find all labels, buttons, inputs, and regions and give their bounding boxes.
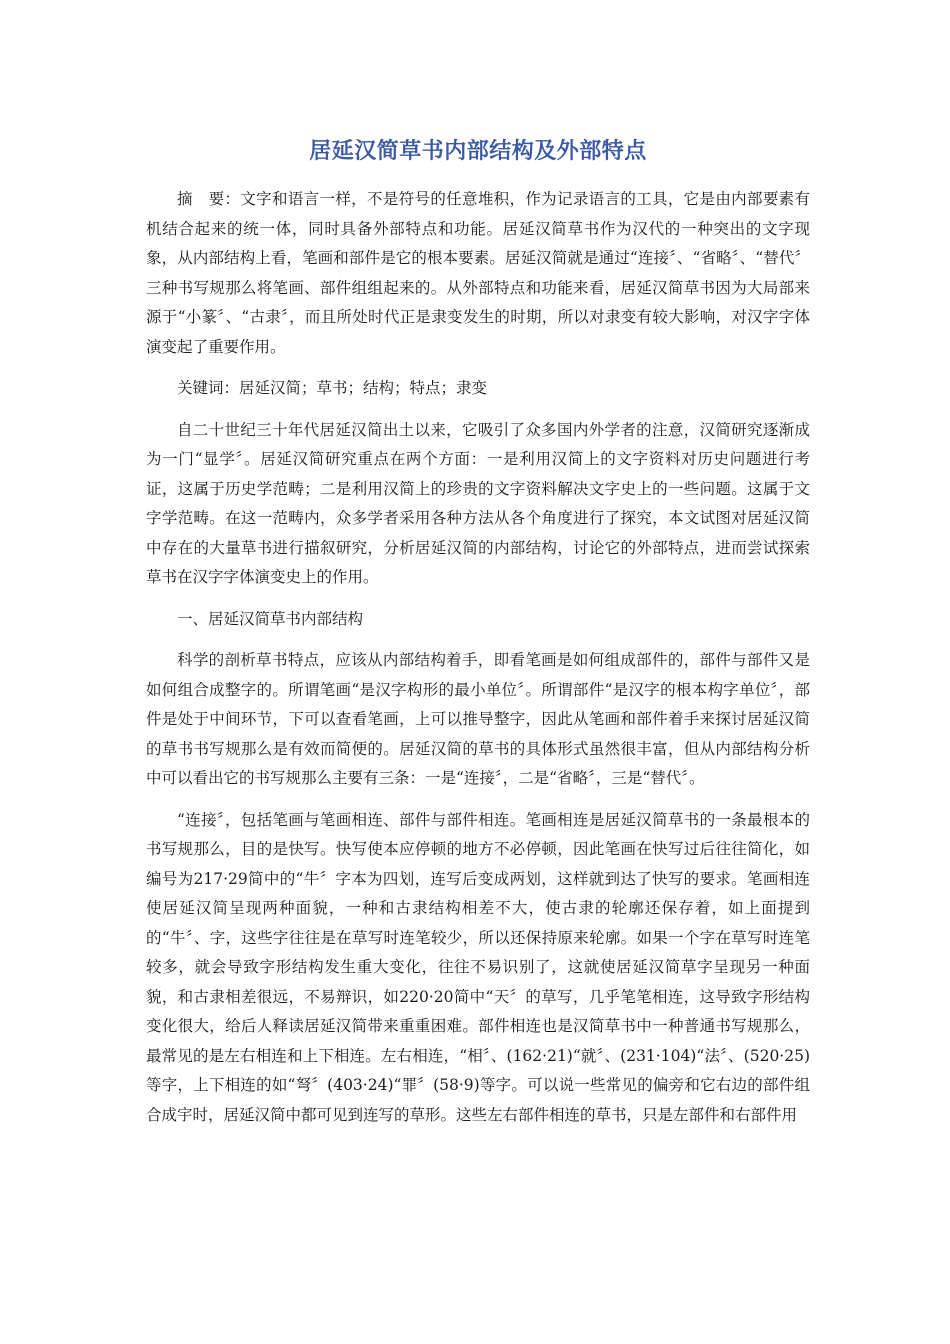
section-heading: 一、居延汉简草书内部结构 — [177, 609, 364, 628]
intro-paragraph: 自二十世纪三十年代居延汉简出土以来，它吸引了众多国内外学者的注意，汉简研究逐渐成为一门“显学〞。居延汉简研究重点在两个方面：一是利用汉简上的文字资料对历史问题进行考证，这属于历史学范畴；二是利用汉简上的珍贵的文字资料解决文字史上的一些问题。这属于文字学范畴。在这一范畴内，众多学者采用各种方法从各个角度进行了探究，本文试图对居延汉简中存在的大量草书进行描叙研究，分析居延汉简的内部结构，讨论它的外部特点，进而尝试探索草书在汉字字体演变史上的作用。 — [146, 420, 810, 586]
document-title: 居延汉简草书内部结构及外部特点 — [309, 139, 647, 164]
body-paragraph: 科学的剖析草书特点，应该从内部结构着手，即看笔画是如何组成部件的，部件与部件又是如何组合成整字的。所谓笔画“是汉字构形的最小单位〞。所谓部件“是汉字的根本构字单位〞，部件是处于中间环节，下可以查看笔画，上可以推导整字，因此从笔画和部件着手来探讨居延汉简的草书书写规那么是有效而简便的。居延汉简的草书的具体形式虽然很丰富，但从内部结构分析中可以看出它的书写规那么主要有三条：一是“连接〞，二是“省略〞，三是“替代〞。 — [146, 651, 810, 787]
body-paragraph: “连接〞，包括笔画与笔画相连、部件与部件相连。笔画相连是居延汉简草书的一条最根本的书写规那么，目的是快写。快写使本应停顿的地方不必停顿，因此笔画在快写过后往往简化，如编号为217·29简中的“牛〞字本为四划，连写后变成两划，这样就到达了快写的要求。笔画相连使居延汉简呈现两种面貌，一种和古隶结构相差不大，使古隶的轮廓还保存着，如上面提到的“牛〞、字，这些字往往是在草写时连笔较少，所以还保持原来轮廓。如果一个字在草写时连笔较多，就会导致字形结构发生重大变化，往往不易识别了，这就使居延汉简草字呈现另一种面貌，和古隶相差很远，不易辩识，如220·20简中“天〞的草写，几乎笔笔相连，这导致字形结构变化很大，给后人释读居延汉简带来重重困难。部件相连也是汉简草书中一种普通书写规那么，最常见的是左右相连和上下相连。左右相连，“相〞、(162·21)“就〞、(231·104)“法〞、(520·25)等字，上下相连的如“弩〞(403·24)“罪〞(58·9)等字。可以说一些常见的偏旁和它右边的部件组合成宇时，居延汉简中都可见到连写的草形。这些左右部件相连的草书，只是左部件和右部件用 — [146, 810, 810, 1124]
abstract-paragraph: 摘 要：文字和语言一样，不是符号的任意堆积，作为记录语言的工具，它是由内部要素有机结合起来的统一体，同时具备外部特点和功能。居延汉简草书作为汉代的一种突出的文字现象，从内部结构上看，笔画和部件是它的根本要素。居延汉简就是通过“连接〞、“省略〞、“替代〞三种书写规那么将笔画、部件组组起来的。从外部特点和功能来看，居延汉简草书因为大局部来源于“小篆〞、“古隶〞，而且所处时代正是隶变发生的时期，所以对隶变有较大影响，对汉字字体演变起了重要作用。 — [146, 190, 810, 356]
document-page — [146, 130, 810, 1142]
keywords-line: 关键词：居延汉简；草书；结构；特点；隶变 — [177, 379, 488, 397]
